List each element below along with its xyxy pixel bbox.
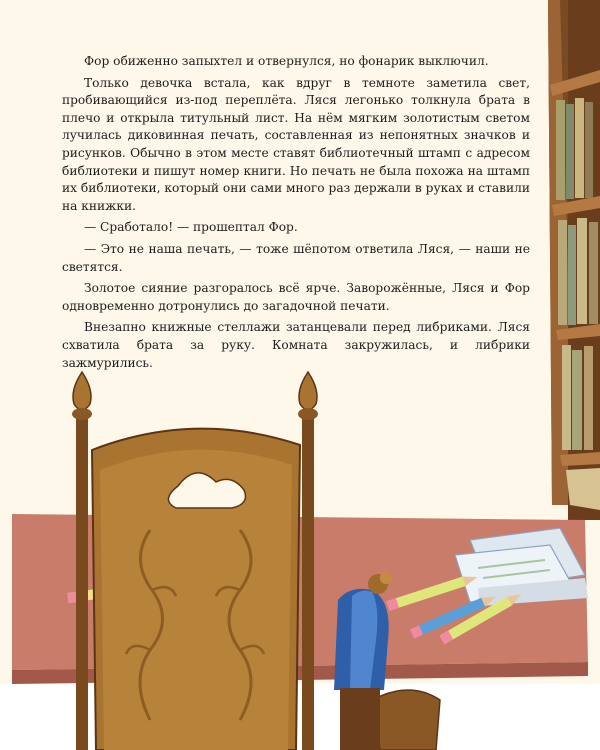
paragraph: — Сработало! — прошептал Фор. (84, 220, 298, 235)
paragraph: Золотое сияние разгоралось всё ярче. Заворожённые, Ляся и Фор одновременно дотронулись до загадочной печати. (62, 281, 530, 313)
bookshelf (548, 0, 600, 520)
paragraph: Внезапно книжные стеллажи затанцевали перед либриками. Ляся схватила брата за руку. Комната закружилась, и либрики зажмурились. (62, 320, 530, 370)
paragraph: Фор обиженно запыхтел и отвернулся, но фонарик выключил. (84, 54, 489, 68)
story-text (62, 53, 530, 376)
paragraph: Только девочка встала, как вдруг в темноте заметила свет, пробивающийся из-под переплёта. Ляся легонько толкнула брата в плечо и открыла титульный лист. На нём мягким золотистым светом лучилась диковинная печать, составленная из непонятных значков и рисунков. Обычно в этом месте ставят библиотечный штамп с адресом библиотеки и пишут номер книги. Но печать не была похожа на штамп их библиотеки, который они сами много раз держали в руках и ставили на книжки. (62, 75, 530, 213)
paragraph: — Это не наша печать, — тоже шёпотом ответила Ляся, — наши не светятся. (62, 241, 530, 274)
